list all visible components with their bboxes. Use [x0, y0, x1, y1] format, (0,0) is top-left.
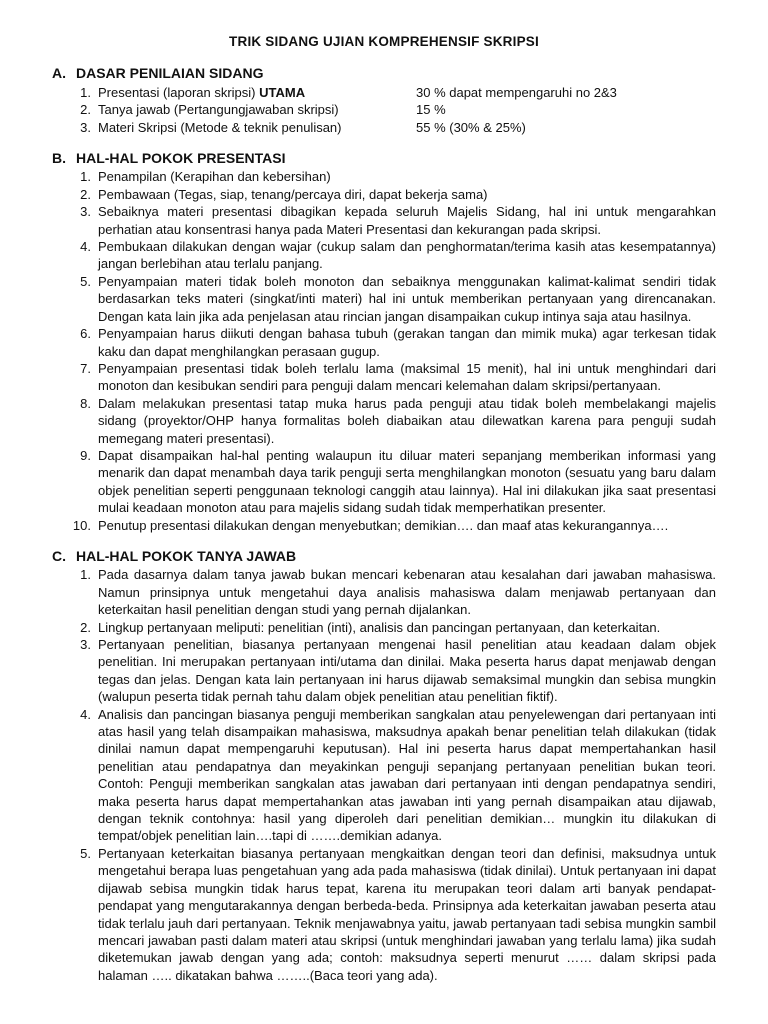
- item-row: [98, 101, 716, 118]
- item-weight: 30 % dapat mempengaruhi no 2&3: [416, 84, 617, 100]
- item-text: Dalam melakukan presentasi tatap muka harus pada penguji atau tidak boleh membelakangi majelis sidang (proyektor/OHP hanya formalitas boleh diabaikan atau dilewatkan karena para penguji sudah memegang materi presentasi).: [98, 395, 716, 446]
- list-item: [52, 238, 716, 273]
- item-text: Penyampaian presentasi tidak boleh terlalu lama (maksimal 15 menit), hal ini untuk menghindari dari monoton dan kesibukan sendiri para penguji dalam mencari kelemahan dalam skripsi/pertanyaan.: [98, 360, 716, 394]
- section-c-heading: [52, 548, 716, 565]
- item-text: [98, 84, 416, 101]
- list-item: [52, 395, 716, 447]
- item-weight: 15 %: [416, 102, 446, 118]
- item-number: 9.: [80, 447, 91, 463]
- item-number: 4.: [80, 706, 91, 722]
- item-text: Penutup presentasi dilakukan dengan menyebutkan; demikian…. dan maaf atas kekurangannya….: [98, 517, 669, 533]
- section-title: HAL-HAL POKOK PRESENTASI: [76, 150, 286, 167]
- item-number: 3.: [80, 637, 91, 652]
- item-label: Tanya jawab (Pertangungjawaban skripsi): [98, 102, 339, 118]
- item-text: Pembawaan (Tegas, siap, tenang/percaya diri, dapat bekerja sama): [98, 186, 488, 202]
- list-item: [52, 566, 716, 618]
- list-item: [52, 84, 716, 101]
- list-item: [52, 168, 716, 185]
- section-b: [52, 150, 716, 534]
- section-c-list: [52, 566, 716, 984]
- section-b-list: [52, 168, 716, 534]
- list-item: [52, 360, 716, 395]
- item-row: [98, 119, 716, 136]
- item-text: Penampilan (Kerapihan dan kebersihan): [98, 169, 331, 185]
- section-a-heading: [52, 65, 716, 82]
- item-number: 1.: [80, 567, 91, 583]
- item-text: [98, 119, 416, 136]
- item-number: 2.: [80, 186, 91, 202]
- item-text: Analisis dan pancingan biasanya penguji memberikan sangkalan atau penyelewengan dari pertanyaan inti atas hasil yang telah disampaikan mahasiswa, maksudnya apakah benar penelitian telah dilakukan (tidak dinilai namun dapat mempengaruhi keputusan). Hal ini peserta harus dapat mempertahankan hasil penelitian atau pendapatnya dan meyakinkan penguji sepanjang pertanyaan penelitian bukan teori. Contoh: Penguji memberikan sangkalan atas jawaban dari pertanyaan inti dengan pendapatnya sendiri, maka peserta harus dapat mempertahankan atas jawaban inti yang pernah disampaikan atau dijawab, dengan teknik contohnya: hasil yang diperoleh dari penelitian demikian… mungkin itu dilakukan di tempat/objek penelitian lain….tapi di …….demikian adanya.: [98, 706, 716, 844]
- section-letter: B.: [52, 150, 66, 167]
- item-text: [98, 101, 416, 118]
- list-item: [52, 119, 716, 136]
- item-text: Sebaiknya materi presentasi dibagikan kepada seluruh Majelis Sidang, hal ini untuk mengarahkan perhatian atau konsentrasi hanya pada Materi Presentasi dan kekurangan pada skripsi.: [98, 204, 716, 237]
- section-letter: A.: [52, 65, 66, 82]
- item-number: 1.: [80, 169, 91, 185]
- item-label: Materi Skripsi (Metode & teknik penulisan): [98, 119, 342, 135]
- item-label: Presentasi (laporan skripsi): [98, 84, 260, 100]
- section-title: HAL-HAL POKOK TANYA JAWAB: [76, 547, 297, 564]
- item-text: Dapat disampaikan hal-hal penting walaupun itu diluar materi sepanjang memberikan informasi yang menarik dan dapat menambah daya tarik penguji serta menghilangkan monoton (sesuatu yang baru dalam objek penelitian seperti penggunaan teknologi canggih atau lainnya). Hal ini dilakukan jika saat presentasi mulai keadaan monoton atau para majelis sidang sudah tidak memperhatikan presenter.: [98, 447, 716, 516]
- item-text: Penyampaian harus diikuti dengan bahasa tubuh (gerakan tangan dan mimik muka) agar terkesan tidak kaku dan dapat menghilangkan perasaan gugup.: [98, 326, 716, 359]
- list-item: [52, 706, 716, 845]
- document-title: TRIK SIDANG UJIAN KOMPREHENSIF SKRIPSI: [229, 34, 539, 49]
- item-number: 2.: [80, 102, 91, 118]
- item-text: Pada dasarnya dalam tanya jawab bukan mencari kebenaran atau kesalahan dari jawaban mahasiswa. Namun prinsipnya untuk mengetahui daya analisis mahasiswa dalam menjawab pertanyaan dan keterkaitan hasil penelitian dengan studi yang pernah dijalankan.: [98, 567, 716, 618]
- list-item: [52, 517, 716, 534]
- item-number: 4.: [80, 239, 91, 255]
- item-number: 10.: [72, 517, 91, 533]
- list-item: [52, 636, 716, 706]
- list-item: [52, 101, 716, 118]
- item-number: 5.: [80, 845, 91, 861]
- item-number: 8.: [80, 395, 91, 411]
- section-title: DASAR PENILAIAN SIDANG: [76, 65, 264, 82]
- item-number: 1.: [80, 84, 91, 100]
- item-text: Lingkup pertanyaan meliputi: penelitian (inti), analisis dan pancingan pertanyaan, dan keterkaitan.: [98, 619, 661, 635]
- item-emphasis: UTAMA: [259, 84, 306, 100]
- item-text: Pertanyaan keterkaitan biasanya pertanyaan mengkaitkan dengan teori dan definisi, maksudnya untuk mengetahui berapa luas pengetahuan yang ada pada mahasiswa (tidak dinilai). Untuk pertanyaan ini dapat dijawab sebisa mungkin tidak harus tepat, karena itu merupakan teori dalam arti banyak pendapat-pendapat yang mengutarakannya dengan berbeda-beda. Prinsipnya ada keterkaitan jawaban peserta atau tidak terlalu jauh dari pertanyaan. Teknik menjawabnya yaitu, jawab pertanyaan tadi sebisa mungkin sambil mencari jawaban pasti dalam materi atau skripsi (untuk menghindari jawaban yang terlalu lama) jika sudah diketemukan jawab dengan yang ada; contoh: maksudnya seperti menurut …… dalam skripsi pada halaman ….. dikatakan bahwa ……..(Baca teori yang ada).: [98, 845, 716, 983]
- list-item: [52, 325, 716, 360]
- item-text: Penyampaian materi tidak boleh monoton dan sebaiknya menggunakan kalimat-kalimat sendiri tidak berdasarkan teks materi (singkat/inti materi) hal ini untuk memberikan pertanyaan yang direncanakan. Dengan kata lain jika ada penjelasan atau rincian jangan disampaikan cukup intinya saja atau hasilnya.: [98, 273, 716, 324]
- list-item: [52, 845, 716, 984]
- item-text: Pertanyaan penelitian, biasanya pertanyaan mengenai hasil penelitian atau keadaan dalam objek penelitian. Ini merupakan pertanyaan inti/utama dan dinilai. Maka peserta harus dapat menjawab dengan tegas dan jelas. Dengan kata lain pertanyaan ini harus dijawab semaksimal mungkin dan sebisa mungkin (walupun peserta tidak pernah tahu dalam objek penelitian atau penelitian fiktif).: [98, 637, 716, 705]
- list-item: [52, 619, 716, 636]
- section-a: [52, 65, 716, 136]
- item-number: 5.: [80, 273, 91, 289]
- section-a-list: [52, 84, 716, 136]
- item-number: 3.: [80, 204, 91, 220]
- section-b-heading: [52, 150, 716, 167]
- list-item: [52, 203, 716, 238]
- section-letter: C.: [52, 547, 66, 564]
- item-text: Pembukaan dilakukan dengan wajar (cukup salam dan penghormatan/terima kasih atas kesempatannya) jangan berlebihan atau terlalu panjang.: [98, 239, 716, 272]
- list-item: [52, 273, 716, 325]
- item-number: 7.: [80, 360, 91, 376]
- item-weight: 55 % (30% & 25%): [416, 119, 526, 135]
- section-c: [52, 548, 716, 984]
- list-item: [52, 186, 716, 203]
- item-row: [98, 84, 716, 101]
- item-number: 3.: [80, 119, 91, 135]
- item-number: 2.: [80, 619, 91, 635]
- list-item: [52, 447, 716, 517]
- item-number: 6.: [80, 326, 91, 342]
